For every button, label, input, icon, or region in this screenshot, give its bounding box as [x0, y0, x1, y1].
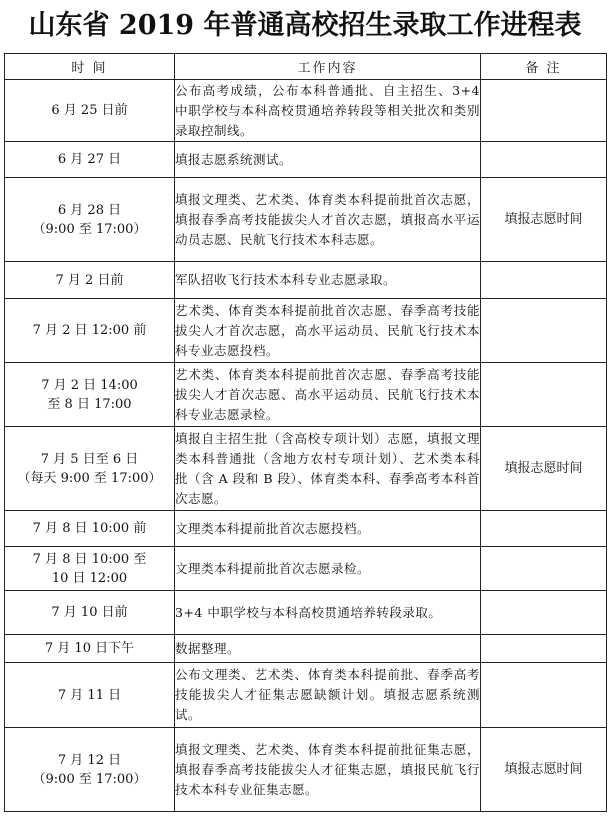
table-row — [5, 178, 607, 262]
time-cell: 6 月 25 日前 — [5, 80, 175, 142]
note-cell — [481, 511, 607, 547]
note-cell — [481, 80, 607, 142]
content-cell: 填报自主招生批（含高校专项计划）志愿，填报文理类本科普通批（含地方农村专项计划）、艺术类本科批（含 A 段和 B 段）、体育类本科、春季高考本科首次志愿。 — [175, 427, 481, 511]
table-row — [5, 427, 607, 511]
note-cell — [481, 591, 607, 635]
note-cell — [481, 663, 607, 728]
table-row — [5, 728, 607, 812]
content-cell: 文理类本科提前批首次志愿录检。 — [175, 547, 481, 591]
content-cell: 艺术类、体育类本科提前批首次志愿、春季高考技能拔尖人才首次志愿，高水平运动员、民航飞行技术本科专业志愿投档。 — [175, 299, 481, 363]
content-cell: 文理类本科提前批首次志愿投档。 — [175, 511, 481, 547]
table-row — [5, 363, 607, 427]
content-cell: 填报文理类、艺术类、体育类本科提前批首次志愿，填报春季高考技能拔尖人才首次志愿，填报高水平运动员志愿、民航飞行技术本科志愿。 — [175, 178, 481, 262]
time-cell: 7 月 5 日至 6 日 （每天 9:00 至 17:00） — [5, 427, 175, 511]
note-cell: 填报志愿时间 — [481, 178, 607, 262]
table-row — [5, 635, 607, 663]
header-time: 时 间 — [5, 54, 175, 80]
table-row — [5, 511, 607, 547]
time-cell: 7 月 10 日前 — [5, 591, 175, 635]
content-cell: 公布高考成绩，公布本科普通批、自主招生、3+4 中职学校与本科高校贯通培养转段等相关批次和类别录取控制线。 — [175, 80, 481, 142]
table-row — [5, 547, 607, 591]
time-cell: 7 月 2 日 14:00 至 8 日 17:00 — [5, 363, 175, 427]
table-row — [5, 591, 607, 635]
table-row — [5, 262, 607, 299]
time-cell: 7 月 8 日 10:00 至 10 日 12:00 — [5, 547, 175, 591]
note-cell — [481, 547, 607, 591]
content-cell: 3+4 中职学校与本科高校贯通培养转段录取。 — [175, 591, 481, 635]
note-cell — [481, 363, 607, 427]
table-row — [5, 142, 607, 178]
note-cell: 填报志愿时间 — [481, 728, 607, 812]
time-cell: 7 月 8 日 10:00 前 — [5, 511, 175, 547]
time-cell: 7 月 12 日 （9:00 至 17:00） — [5, 728, 175, 812]
schedule-table — [4, 53, 607, 812]
time-cell: 7 月 2 日 12:00 前 — [5, 299, 175, 363]
time-cell: 7 月 10 日下午 — [5, 635, 175, 663]
content-cell: 公布文理类、艺术类、体育类本科提前批、春季高考技能拔尖人才征集志愿缺额计划。填报志愿系统测试。 — [175, 663, 481, 728]
content-cell: 军队招收飞行技术本科专业志愿录取。 — [175, 262, 481, 299]
content-cell: 数据整理。 — [175, 635, 481, 663]
time-cell: 6 月 28 日 （9:00 至 17:00） — [5, 178, 175, 262]
header-content: 工作内容 — [175, 54, 481, 80]
table-row — [5, 80, 607, 142]
table-header-row — [5, 54, 607, 80]
content-cell: 填报志愿系统测试。 — [175, 142, 481, 178]
note-cell — [481, 299, 607, 363]
time-cell: 7 月 2 日前 — [5, 262, 175, 299]
note-cell — [481, 262, 607, 299]
content-cell: 填报文理类、艺术类、体育类本科提前批征集志愿，填报春季高考技能拔尖人才征集志愿，填报民航飞行技术本科专业征集志愿。 — [175, 728, 481, 812]
note-cell: 填报志愿时间 — [481, 427, 607, 511]
note-cell — [481, 142, 607, 178]
note-cell — [481, 635, 607, 663]
content-cell: 艺术类、体育类本科提前批首次志愿、春季高考技能拔尖人才首次志愿、高水平运动员、民航飞行技术本科专业志愿录检。 — [175, 363, 481, 427]
table-row — [5, 299, 607, 363]
table-row — [5, 663, 607, 728]
time-cell: 6 月 27 日 — [5, 142, 175, 178]
time-cell: 7 月 11 日 — [5, 663, 175, 728]
page-title: 山东省 2019 年普通高校招生录取工作进程表 — [28, 10, 582, 41]
header-note: 备 注 — [481, 54, 607, 80]
